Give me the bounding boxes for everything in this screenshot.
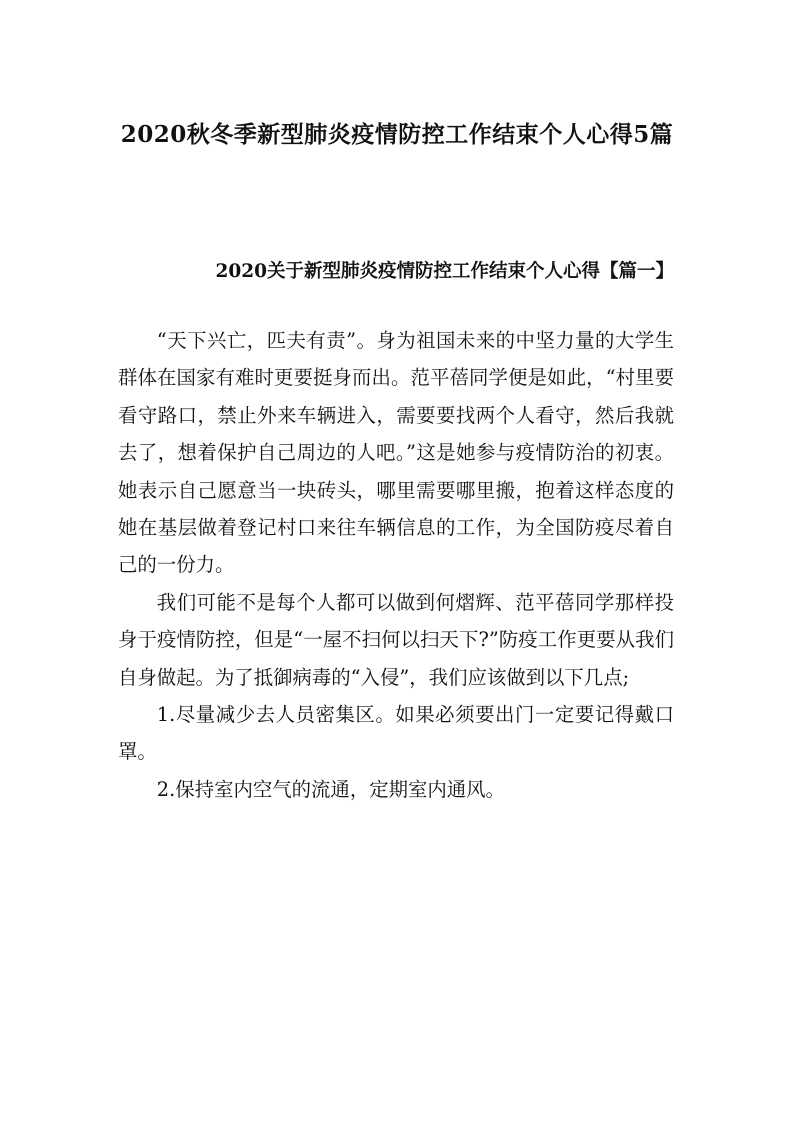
list-item: 2.保持室内空气的流通，定期室内通风。	[156, 777, 505, 801]
document-title: 2020秋冬季新型肺炎疫情防控工作结束个人心得5篇	[120, 121, 674, 148]
list-item: 1.尽量减少去人员密集区。如果必须要出门一定要记得戴口罩。	[118, 703, 674, 764]
section-heading: 2020关于新型肺炎疫情防控工作结束个人心得【篇一】	[215, 261, 674, 282]
document-body	[118, 322, 674, 808]
paragraph: 我们可能不是每个人都可以做到何熠辉、范平蓓同学那样投身于疫情防控，但是“一屋不扫何以扫天下?”防疫工作更要从我们自身做起。为了抵御病毒的“入侵”，我们应该做到以下几点;	[118, 590, 674, 689]
paragraph: “天下兴亡，匹夫有责”。身为祖国未来的中坚力量的大学生群体在国家有难时更要挺身而出。范平蓓同学便是如此，“村里要看守路口，禁止外来车辆进入，需要要找两个人看守，然后我就去了，想着保护自己周边的人吧。”这是她参与疫情防治的初衷。她表示自己愿意当一块砖头，哪里需要哪里搬，抱着这样态度的她在基层做着登记村口来往车辆信息的工作，为全国防疫尽着自己的一份力。	[118, 329, 674, 577]
